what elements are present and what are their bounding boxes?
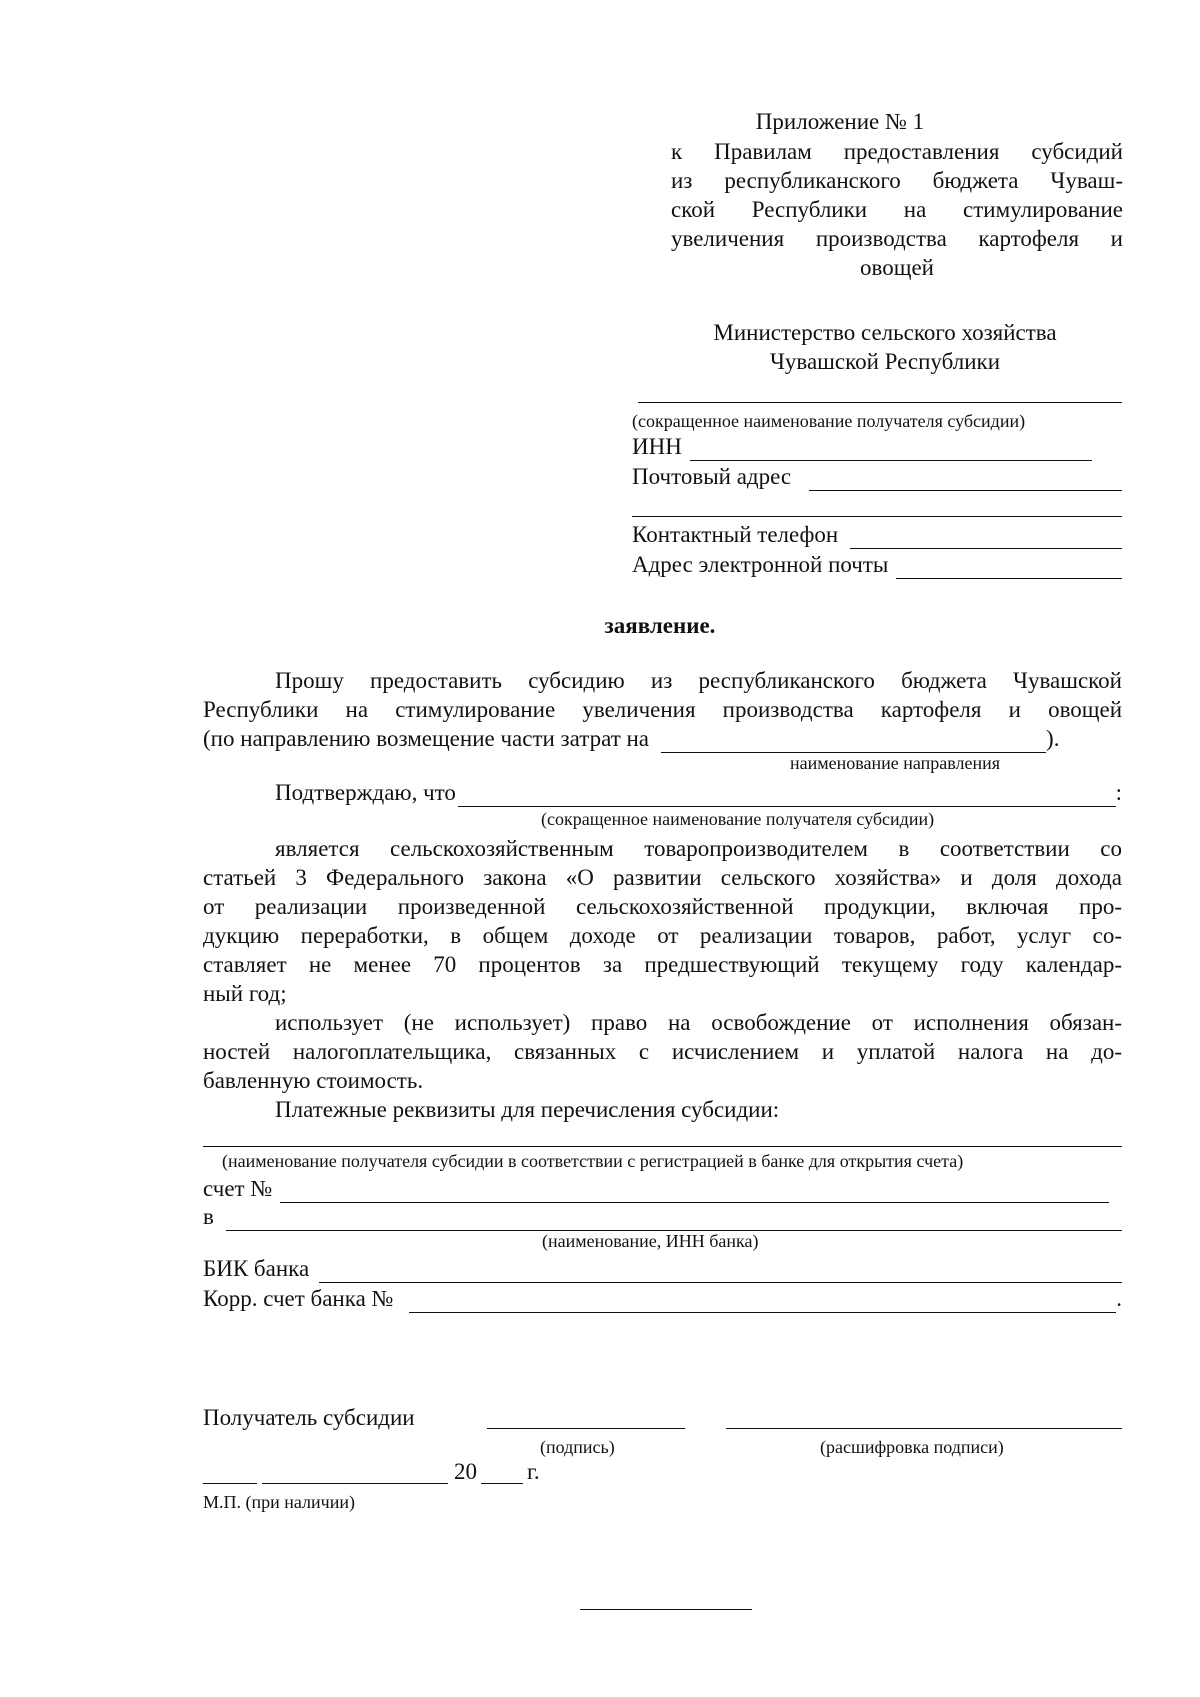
- address-row: [632, 462, 1122, 491]
- rules-line: ской Республики на стимулирование: [671, 197, 1123, 222]
- ministry-name: [660, 318, 1110, 376]
- payment-details-label: Платежные реквизиты для перечисления субсидии:: [275, 1097, 780, 1122]
- paragraph-line: бавленную стоимость.: [203, 1068, 424, 1093]
- bank-name-field[interactable]: [226, 1208, 1122, 1231]
- confirm-recipient-field[interactable]: [458, 784, 1116, 807]
- direction-label: (по направлению возмещение части затрат на: [203, 726, 650, 751]
- paragraph-line: ставляет не менее 70 процентов за предшествующий текущему году календар-: [203, 952, 1122, 977]
- paragraph-line: использует (не использует) право на освобождение от исполнения обязан-: [275, 1010, 1122, 1035]
- appendix-number: Приложение № 1: [755, 109, 925, 134]
- date-year-field[interactable]: [481, 1483, 523, 1484]
- vat-paragraph: [203, 1008, 1122, 1124]
- inn-row: [632, 432, 1092, 461]
- phone-row: [632, 520, 1122, 549]
- bank-hint: (наименование, ИНН банка): [542, 1231, 759, 1251]
- paragraph-line: Прошу предоставить субсидию из республиканского бюджета Чувашской: [275, 668, 1122, 693]
- confirm-label: Подтверждаю, что: [275, 780, 456, 805]
- date-month-field[interactable]: [262, 1483, 448, 1484]
- email-field[interactable]: [896, 556, 1122, 579]
- phone-label: Контактный телефон: [632, 522, 839, 547]
- direction-hint: наименование направления: [790, 753, 1001, 773]
- account-row: [203, 1174, 1109, 1203]
- paragraph-line: от реализации произведенной сельскохозяйственной продукции, включая про-: [203, 894, 1122, 919]
- date-day-field[interactable]: [203, 1483, 257, 1484]
- document-title: заявление.: [604, 613, 716, 638]
- direction-row: [203, 724, 1122, 753]
- confirm-end: :: [1115, 780, 1122, 805]
- signature-decode-field[interactable]: [726, 1428, 1122, 1429]
- confirm-hint: (сокращенное наименование получателя субсидии): [541, 809, 935, 829]
- rules-line: овощей: [860, 255, 934, 280]
- rules-line: к Правилам предоставления субсидий: [671, 139, 1123, 164]
- ministry-line: Чувашской Республики: [769, 349, 1001, 374]
- recipient-name-hint: (сокращенное наименование получателя субсидии): [632, 411, 1026, 431]
- confirm-row: [275, 778, 1122, 807]
- signature-recipient-label: Получатель субсидии: [203, 1405, 415, 1430]
- email-label: Адрес электронной почты: [632, 552, 889, 577]
- stamp-label: М.П. (при наличии): [203, 1492, 355, 1512]
- address-field-line2[interactable]: [632, 516, 1122, 517]
- ministry-line: Министерство сельского хозяйства: [713, 320, 1057, 345]
- inn-field[interactable]: [690, 438, 1092, 461]
- bank-recipient-line[interactable]: [203, 1146, 1122, 1147]
- inn-label: ИНН: [632, 434, 682, 459]
- account-field[interactable]: [280, 1180, 1109, 1203]
- bik-label: БИК банка: [203, 1256, 310, 1281]
- rules-line: увеличения производства картофеля и: [671, 226, 1123, 251]
- rules-line: из республиканского бюджета Чуваш-: [671, 168, 1123, 193]
- bank-recipient-hint: (наименование получателя субсидии в соответствии с регистрацией в банке для открытия счета): [222, 1151, 964, 1171]
- email-row: [632, 550, 1122, 579]
- corr-field[interactable]: [409, 1290, 1116, 1313]
- date-year-prefix: 20: [454, 1459, 477, 1484]
- request-paragraph: [203, 666, 1122, 753]
- bank-row: [203, 1202, 1122, 1231]
- bik-row: [203, 1254, 1122, 1283]
- appendix-rules-text: [671, 137, 1123, 282]
- paragraph-line: ный год;: [203, 981, 287, 1006]
- corr-row: [203, 1284, 1122, 1313]
- address-field[interactable]: [809, 468, 1122, 491]
- address-label: Почтовый адрес: [632, 464, 792, 489]
- signature-hint: (подпись): [540, 1437, 615, 1457]
- direction-field[interactable]: [661, 730, 1046, 753]
- direction-end: ).: [1046, 726, 1060, 751]
- paragraph-line: является сельскохозяйственным товаропроизводителем в соответствии со: [275, 836, 1122, 861]
- footer-divider: [580, 1609, 752, 1610]
- paragraph-line: Республики на стимулирование увеличения производства картофеля и овощей: [203, 697, 1122, 722]
- bank-in-label: в: [203, 1204, 214, 1229]
- date-year-suffix: г.: [527, 1459, 540, 1484]
- paragraph-line: дукцию переработки, в общем доходе от реализации товаров, работ, услуг со-: [203, 923, 1122, 948]
- corr-end: .: [1116, 1286, 1122, 1311]
- recipient-name-line[interactable]: [638, 402, 1122, 403]
- producer-paragraph: [203, 834, 1122, 1008]
- paragraph-line: ностей налогоплательщика, связанных с исчислением и уплатой налога на до-: [203, 1039, 1122, 1064]
- signature-decode-hint: (расшифровка подписи): [820, 1437, 1004, 1457]
- bik-field[interactable]: [319, 1260, 1122, 1283]
- signature-field[interactable]: [487, 1428, 685, 1429]
- paragraph-line: статьей 3 Федерального закона «О развитии сельского хозяйства» и доля дохода: [203, 865, 1122, 890]
- phone-field[interactable]: [850, 526, 1122, 549]
- corr-label: Корр. счет банка №: [203, 1286, 394, 1311]
- account-label: счет №: [203, 1176, 273, 1201]
